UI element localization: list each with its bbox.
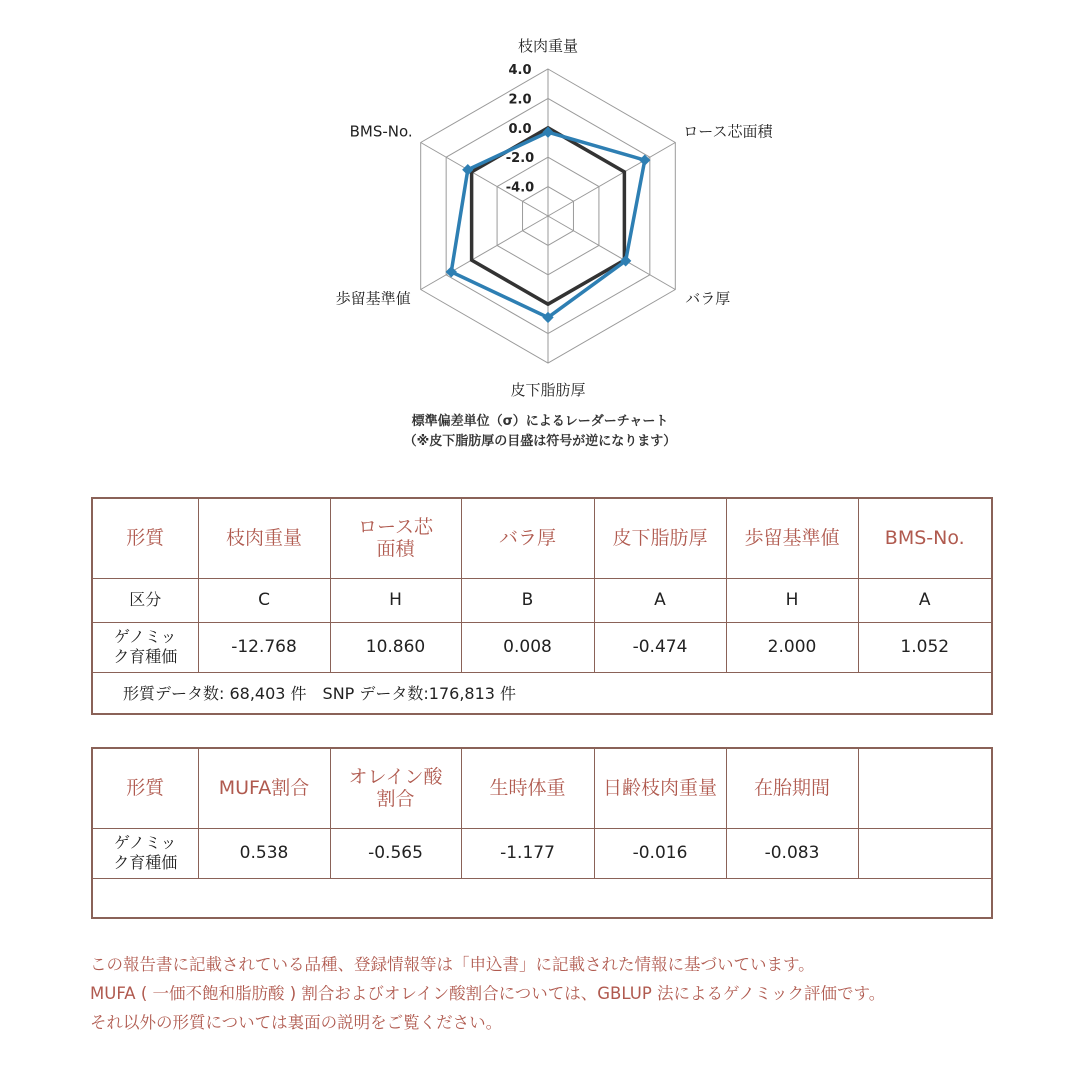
radar-tick-label: -4.0 xyxy=(505,180,535,196)
header-gestation-period: 在胎期間 xyxy=(726,748,858,828)
row-label-class: 区分 xyxy=(92,578,198,622)
class-cell: B xyxy=(461,578,594,622)
genomic-value-cell: -0.565 xyxy=(330,828,461,878)
row-label-genomic: ゲノミック育種価 xyxy=(92,622,198,672)
radar-tick-label: -2.0 xyxy=(505,151,535,167)
radar-spoke xyxy=(548,143,675,217)
radar-chart xyxy=(0,0,1080,430)
chart-caption-line1: 標準偏差単位（σ）によるレーダーチャート xyxy=(411,414,669,429)
genomic-value-cell: 0.008 xyxy=(461,622,594,672)
radar-axis-label: 枝肉重量 xyxy=(517,37,579,55)
genomic-value-cell: 2.000 xyxy=(726,622,858,672)
class-cell: A xyxy=(594,578,726,622)
header-rib-eye-area: ロース芯面積 xyxy=(330,498,461,578)
genomic-value-cell: -1.177 xyxy=(461,828,594,878)
table-header-row xyxy=(92,498,992,578)
genomic-value-cell: -0.474 xyxy=(594,622,726,672)
genomic-value-cell: 1.052 xyxy=(858,622,992,672)
radar-tick-label: 4.0 xyxy=(508,63,532,78)
genomic-value-cell: -0.016 xyxy=(594,828,726,878)
class-cell: H xyxy=(330,578,461,622)
evaluation-table xyxy=(91,497,993,715)
radar-spoke xyxy=(421,216,548,290)
radar-axis-label: 皮下脂肪厚 xyxy=(510,381,586,399)
genomic-value-cell: -0.083 xyxy=(726,828,858,878)
footer-line: この報告書に記載されている品種、登録情報等は「申込書」に記載された情報に基づいています。 xyxy=(90,955,815,974)
class-cell: C xyxy=(198,578,330,622)
header-subcutaneous-fat: 皮下脂肪厚 xyxy=(594,498,726,578)
header-trait: 形質 xyxy=(92,498,198,578)
header-yield-estimate: 歩留基準値 xyxy=(726,498,858,578)
genomic-value-cell: -12.768 xyxy=(198,622,330,672)
row-label-genomic: ゲノミック育種価 xyxy=(92,828,198,878)
genomic-value-cell: 0.538 xyxy=(198,828,330,878)
chart-caption-line2: （※皮下脂肪厚の目盛は符号が逆になります） xyxy=(403,434,677,449)
data-count-note: 形質データ数: 68,403 件 SNP データ数:176,813 件 xyxy=(92,672,992,714)
table-header-row xyxy=(92,748,992,828)
table-empty-row xyxy=(92,878,992,918)
radar-axis-label: ロース芯面積 xyxy=(683,122,773,141)
genomic-value-cell: 10.860 xyxy=(330,622,461,672)
header-oleic-acid: オレイン酸割合 xyxy=(330,748,461,828)
header-carcass-weight: 枝肉重量 xyxy=(198,498,330,578)
header-rib-thickness: バラ厚 xyxy=(461,498,594,578)
header-daily-carcass-weight: 日齢枝肉重量 xyxy=(594,748,726,828)
radar-spoke xyxy=(548,216,675,290)
header-bms: BMS-No. xyxy=(858,498,992,578)
footer-line: MUFA ( 一価不飽和脂肪酸 ) 割合およびオレイン酸割合については、GBLUP 法によるゲノミック評価です。 xyxy=(90,984,886,1003)
header-birth-weight: 生時体重 xyxy=(461,748,594,828)
table-note-row xyxy=(92,672,992,714)
fat-quality-table xyxy=(91,747,993,919)
chart-caption xyxy=(0,412,1080,452)
footer-line: それ以外の形質については裏面の説明をご覧ください。 xyxy=(90,1013,503,1032)
header-empty xyxy=(858,748,992,828)
genomic-value-cell xyxy=(858,828,992,878)
radar-tick-label: 2.0 xyxy=(508,92,532,108)
empty-cell xyxy=(92,878,992,918)
radar-axis-label: バラ厚 xyxy=(685,289,731,308)
radar-tick-label: 0.0 xyxy=(508,121,532,137)
table-row xyxy=(92,622,992,672)
class-cell: A xyxy=(858,578,992,622)
radar-axis-label: BMS-No. xyxy=(349,122,413,141)
radar-axis-label: 歩留基準値 xyxy=(335,289,411,308)
header-mufa: MUFA割合 xyxy=(198,748,330,828)
class-cell: H xyxy=(726,578,858,622)
footer-notes xyxy=(90,950,885,1037)
table-row xyxy=(92,828,992,878)
table-row xyxy=(92,578,992,622)
header-trait: 形質 xyxy=(92,748,198,828)
